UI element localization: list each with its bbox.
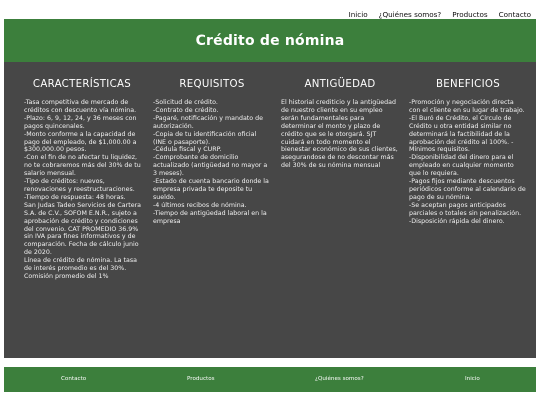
footer-link-quienes-somos[interactable]: ¿Quiénes somos? [315, 376, 364, 382]
column-heading-caracteristicas: CARACTERÍSTICAS [32, 79, 132, 90]
column-text-caracteristicas: -Tasa competitiva de mercado de créditos con descuento vía nómina. -Plazo: 6, 9, 12, 24, y 36 meses con pagos quincenales. -Monto conforme a la capacidad de pago del empleado, de $1,000.00 a $300,000.00 pesos. -Con el fin de no afectar tu liquidez, no te cobraremos más del 30% de tu salario mensual. -Tipo de créditos: nuevos, renovaciones y reestructuraciones. -Tiempo de respuesta: 48 horas. San Judas Tadeo Servicios de Cartera S.A. de C.V., SOFOM E.N.R., sujeto a aprobación de crédito y condiciones del convenio. CAT PROMEDIO 36.9% sin IVA para fines informativos y de comparación. Fecha de cálculo junio de 2020. Línea de crédito de nómina. La tasa de interés promedio es del 30%. Comisión promedio del 1% [24, 99, 142, 280]
nav-link-inicio[interactable]: Inicio [348, 10, 368, 19]
nav-link-quienes-somos[interactable]: ¿Quiénes somos? [378, 10, 442, 19]
title-banner [4, 19, 536, 62]
page-title: Crédito de nómina [195, 32, 345, 49]
footer-link-inicio[interactable]: Inicio [465, 376, 480, 382]
column-heading-requisitos: REQUISITOS [179, 79, 245, 90]
footer-navigation [4, 367, 536, 392]
column-heading-beneficios: BENEFICIOS [436, 79, 500, 90]
column-heading-antiguedad: ANTIGÜEDAD [304, 79, 376, 90]
column-beneficios [409, 79, 527, 226]
column-antiguedad [281, 79, 399, 170]
info-panel [4, 62, 536, 358]
column-text-antiguedad: El historial crediticio y la antigüedad de nuestro cliente en su empleo serán fundamentales para determinar el monto y plazo de crédito que se le otorgará. SJT cuidará en todo momento el bienestar económico de sus clientes, asegurandose de no descontar más del 30% de su nómina mensual [281, 99, 398, 170]
column-requisitos [153, 79, 271, 226]
footer-link-productos[interactable]: Productos [187, 376, 215, 382]
nav-link-productos[interactable]: Productos [452, 10, 488, 19]
column-text-beneficios: -Promoción y negociación directa con el cliente en su lugar de trabajo. -El Buró de Crédito, el Círculo de Crédito u otra entidad similar no determinará la factibilidad de la aprobación del crédito al 100%. -Mínimos requisitos. -Disponibilidad del dinero para el empleado en cualquier momento que lo requiera. -Pagos fijos mediante descuentos periódicos conforme al calendario de pago de su nómina. -Se aceptan pagos anticipados parciales o totales sin penalización. -Disposición rápida del dinero. [409, 99, 526, 225]
top-navigation [349, 10, 531, 19]
footer-link-contacto[interactable]: Contacto [61, 376, 87, 382]
column-text-requisitos: -Solicitud de crédito. -Contrato de crédito. -Pagaré, notificación y mandato de autorización. -Copia de tu identificación oficial (INE o pasaporte). -Cédula fiscal y CURP. -Comprobante de domicilio actualizado (antigüedad no mayor a 3 meses). -Estado de cuenta bancario donde la empresa privada te deposite tu sueldo. -4 últimos recibos de nómina. -Tiempo de antigüedad laboral en la empresa [153, 99, 269, 225]
nav-link-contacto[interactable]: Contacto [498, 10, 531, 19]
column-caracteristicas [24, 79, 142, 281]
